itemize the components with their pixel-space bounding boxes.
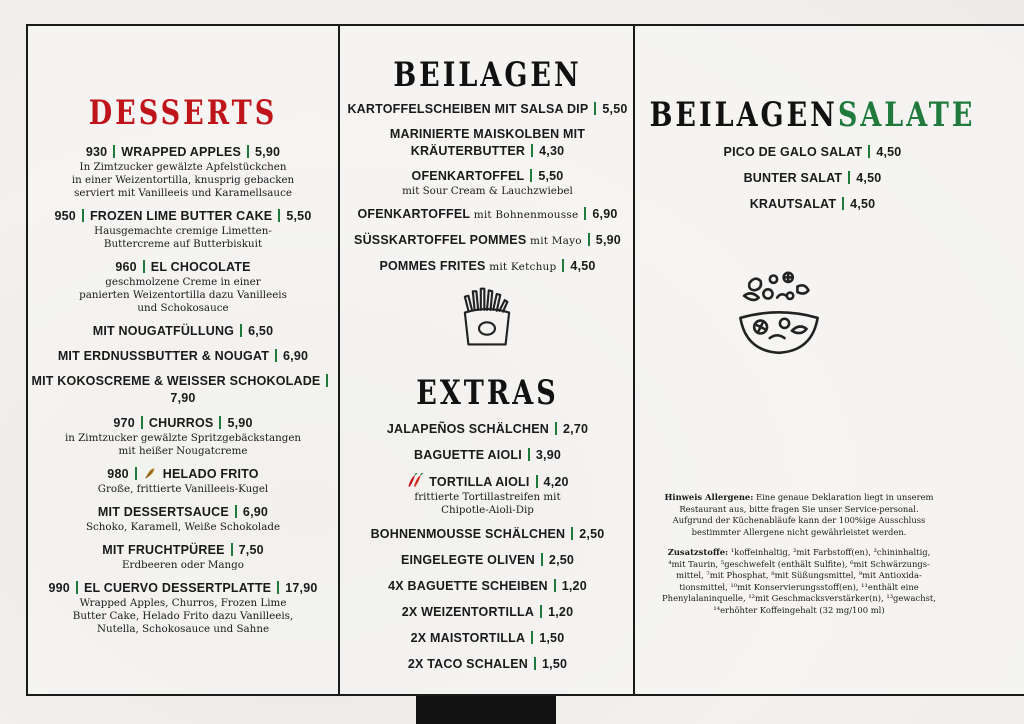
item-line	[340, 126, 635, 160]
extra-item	[340, 552, 635, 569]
dessert-item	[28, 504, 338, 534]
salat-item	[635, 196, 990, 213]
dessert-item	[28, 348, 338, 365]
item-description: Nutella, Schokosauce und Sahne	[96, 623, 270, 635]
dessert-item	[28, 415, 338, 458]
allergen-block	[659, 492, 939, 616]
allergen-hinweis	[659, 492, 939, 538]
separator-bar	[143, 260, 145, 273]
separator-bar	[536, 475, 538, 488]
chili-pepper-icon	[406, 473, 424, 488]
separator-bar	[531, 144, 533, 157]
item-suffix: mit Bohnenmousse	[473, 209, 579, 221]
item-name: CHURROS	[148, 416, 214, 430]
item-name: BOHNENMOUSSE SCHÄLCHEN	[370, 527, 566, 541]
item-line	[340, 526, 635, 543]
item-price: 4,50	[850, 197, 876, 211]
item-price: 5,50	[602, 102, 628, 116]
item-price: 5,90	[255, 145, 281, 159]
separator-bar	[275, 349, 277, 362]
extra-item	[340, 473, 635, 517]
separator-bar	[113, 145, 115, 158]
item-number: 960	[115, 260, 137, 274]
item-price: 4,30	[539, 144, 565, 158]
item-description: Schoko, Karamell, Weiße Schokolade	[85, 521, 281, 533]
item-description: Hausgemachte cremige Limetten-	[94, 225, 272, 237]
item-line	[635, 170, 990, 187]
separator-bar	[278, 209, 280, 222]
item-description: Buttercreme auf Butterbiskuit	[103, 238, 263, 250]
separator-bar	[141, 416, 143, 429]
item-line	[28, 415, 338, 432]
dessert-item	[28, 208, 338, 251]
item-price: 5,90	[595, 233, 621, 247]
desserts-title: DESSERTS	[88, 94, 278, 133]
item-price: 6,50	[248, 324, 274, 338]
item-name: BAGUETTE AIOLI	[413, 448, 522, 462]
salat-item	[635, 144, 990, 161]
extra-item	[340, 630, 635, 647]
separator-bar	[231, 543, 233, 556]
salate-title	[635, 96, 990, 135]
item-description: Erdbeeren oder Mango	[122, 559, 244, 571]
item-price: 2,50	[579, 527, 605, 541]
salate-column	[635, 24, 1024, 696]
item-price: 4,50	[856, 171, 882, 185]
item-description: geschmolzene Creme in einer	[105, 276, 261, 288]
desserts-list	[28, 144, 338, 636]
allergen-zusatz	[659, 547, 939, 616]
item-price: 6,90	[242, 505, 269, 519]
beilage-item	[340, 168, 635, 198]
beilage-item	[340, 206, 635, 224]
dessert-item	[28, 144, 338, 200]
separator-bar	[554, 579, 556, 592]
item-price: 5,50	[286, 209, 312, 223]
item-name: MARINIERTE MAISKOLBEN MIT KRÄUTERBUTTER	[389, 127, 586, 158]
separator-bar	[530, 169, 532, 182]
item-description: In Zimtzucker gewälzte Apfelstückchen	[79, 161, 287, 173]
item-name: JALAPEÑOS SCHÄLCHEN	[386, 422, 549, 436]
beilage-item	[340, 126, 635, 160]
item-line	[28, 504, 338, 521]
hinweis-text: Eine genaue Deklaration liegt in unserem Restaurant aus, bitte fragen Sie unser Service-personal. Aufgrund der Küchenabläufe kann der 100%ige Ausschluss bestimmter Allergene nicht gewährleistet werden.	[672, 492, 934, 537]
item-price: 17,90	[285, 581, 318, 595]
item-description: und Schokosauce	[137, 302, 229, 314]
item-price: 4,50	[570, 259, 596, 273]
item-name: OFENKARTOFFEL	[357, 207, 471, 221]
item-line	[340, 552, 635, 569]
separator-bar	[555, 422, 557, 435]
dessert-item	[28, 580, 338, 636]
item-line	[28, 208, 338, 225]
item-line	[340, 604, 635, 621]
separator-bar	[240, 324, 242, 337]
extra-item	[340, 421, 635, 438]
item-line	[635, 144, 990, 161]
beilage-item	[340, 232, 635, 250]
item-price: 1,50	[542, 657, 568, 671]
extra-item	[340, 526, 635, 543]
item-line	[28, 580, 338, 597]
beilagen-title: BEILAGEN	[393, 56, 582, 95]
extras-title: EXTRAS	[416, 374, 559, 413]
item-number: 970	[113, 416, 135, 430]
item-line	[28, 144, 338, 161]
item-suffix: mit Mayo	[530, 235, 582, 247]
item-line	[635, 196, 990, 213]
item-name: FROZEN LIME BUTTER CAKE	[89, 209, 273, 223]
separator-bar	[82, 209, 84, 222]
item-price: 7,50	[238, 543, 264, 557]
separator-bar	[76, 581, 78, 594]
item-line	[28, 542, 338, 559]
french-fries-icon	[456, 282, 518, 352]
item-name: PICO DE GALO SALAT	[723, 145, 863, 159]
item-price: 5,90	[227, 416, 253, 430]
item-line	[28, 259, 338, 276]
item-name: SÜSSKARTOFFEL POMMES	[354, 233, 527, 247]
item-line	[340, 473, 635, 491]
salat-item	[635, 170, 990, 187]
item-line	[340, 630, 635, 647]
item-line	[340, 168, 635, 185]
item-price: 1,50	[539, 631, 565, 645]
item-name: KARTOFFELSCHEIBEN MIT SALSA DIP	[347, 102, 589, 116]
extra-item	[340, 604, 635, 621]
separator-bar	[219, 416, 221, 429]
item-name: HELADO FRITO	[162, 467, 259, 481]
item-description: frittierte Tortillastreifen mit	[414, 491, 561, 503]
separator-bar	[534, 657, 536, 670]
item-description: in einer Weizentortilla, knusprig gebacken	[71, 174, 295, 186]
item-line	[28, 323, 338, 340]
item-description: Große, frittierte Vanilleeis-Kugel	[97, 483, 269, 495]
separator-bar	[135, 467, 137, 480]
item-name: 2X TACO SCHALEN	[407, 657, 528, 671]
item-price: 6,90	[283, 349, 309, 363]
item-name: MIT ERDNUSSBUTTER & NOUGAT	[57, 349, 270, 363]
item-line	[340, 421, 635, 438]
salate-title-part2: SALATE	[837, 96, 976, 135]
item-number: 930	[85, 145, 108, 159]
separator-bar	[842, 197, 844, 210]
item-price: 6,90	[592, 207, 618, 221]
extra-item	[340, 656, 635, 673]
item-line	[28, 373, 338, 407]
item-name: BUNTER SALAT	[743, 171, 843, 185]
item-name: POMMES FRITES	[379, 259, 486, 273]
item-description: serviert mit Vanilleeis und Karamellsauce	[74, 187, 292, 199]
separator-bar	[848, 171, 850, 184]
item-name: KRAUTSALAT	[749, 197, 837, 211]
desserts-column	[26, 24, 338, 696]
dessert-item	[28, 466, 338, 496]
bottom-tab	[416, 696, 556, 724]
item-line	[28, 348, 338, 365]
item-number: 990	[48, 581, 70, 595]
item-name: MIT FRUCHTPÜREE	[102, 543, 225, 557]
item-description: mit heißer Nougatcreme	[118, 445, 248, 457]
item-name: 2X WEIZENTORTILLA	[401, 605, 535, 619]
separator-bar	[277, 581, 279, 594]
beilagen-extras-column	[338, 24, 635, 696]
item-price: 2,50	[548, 553, 575, 567]
item-name: MIT KOKOSCREME & WEISSER SCHOKOLADE	[31, 374, 321, 388]
item-line	[340, 656, 635, 673]
item-number: 980	[107, 467, 129, 481]
dessert-item	[28, 373, 338, 407]
dessert-item	[28, 259, 338, 315]
item-description: mit Sour Cream & Lauchzwiebel	[402, 185, 573, 197]
item-name: 4X BAGUETTE SCHEIBEN	[388, 579, 548, 593]
item-name: TORTILLA AIOLI	[429, 475, 530, 489]
item-number: 950	[54, 209, 76, 223]
item-name: EINGELEGTE OLIVEN	[400, 553, 535, 567]
item-name: WRAPPED APPLES	[121, 145, 242, 159]
separator-bar	[571, 527, 573, 540]
item-line	[340, 258, 635, 276]
zusatz-label: Zusatzstoffe:	[667, 547, 729, 557]
extras-list	[340, 421, 635, 673]
item-line	[340, 206, 635, 224]
item-price: 1,20	[561, 579, 587, 593]
item-price: 3,90	[535, 448, 562, 462]
item-line	[340, 101, 635, 118]
item-line	[28, 466, 338, 483]
item-description: panierten Weizentortilla dazu Vanilleeis	[79, 289, 287, 301]
beilage-item	[340, 101, 635, 118]
item-price: 1,20	[548, 605, 574, 619]
item-line	[340, 578, 635, 595]
separator-bar	[528, 448, 530, 461]
item-description: Wrapped Apples, Churros, Frozen Lime	[79, 597, 287, 609]
zusatz-text: ¹koffeinhaltig, ²mit Farbstoff(en), ³chininhaltig, ⁴mit Taurin, ⁵geschwefelt (enthält Sulfite), ⁶mit Schwärzungs-mittel, ⁷mit Phosphat, ⁸mit Süßungsmittel, ⁹mit Antioxida-tionsmittel, ¹⁰mit Konservierungsstoff(en), ¹¹enthält eine Phenylalaninquelle, ¹²mit Geschmacksverstärker(n), ¹³gewachst, ¹⁴erhöhter Koffeingehalt (32 mg/100 ml)	[662, 547, 936, 615]
salate-list	[635, 144, 990, 213]
item-line	[340, 232, 635, 250]
salad-bowl-icon	[733, 270, 825, 362]
item-name: MIT NOUGATFÜLLUNG	[92, 324, 235, 338]
extra-item	[340, 447, 635, 464]
item-description: Chipotle-Aioli-Dip	[441, 504, 534, 516]
item-price: 4,20	[543, 475, 569, 489]
item-name: 2X MAISTORTILLA	[410, 631, 526, 645]
separator-bar	[531, 631, 533, 644]
separator-bar	[247, 145, 249, 158]
item-line	[340, 447, 635, 464]
item-suffix: mit Ketchup	[489, 261, 557, 273]
separator-bar	[594, 102, 596, 115]
hinweis-label: Hinweis Allergene:	[664, 492, 754, 502]
extra-item	[340, 578, 635, 595]
item-price: 7,90	[170, 391, 196, 405]
ice-cream-leaf-icon	[143, 466, 157, 480]
dessert-item	[28, 323, 338, 340]
item-name: MIT DESSERTSAUCE	[97, 505, 229, 519]
item-name: EL CHOCOLATE	[150, 260, 251, 274]
item-price: 2,70	[563, 422, 589, 436]
salate-title-part1: BEILAGEN	[649, 96, 838, 135]
separator-bar	[326, 374, 328, 387]
separator-bar	[540, 605, 542, 618]
item-price: 4,50	[876, 145, 902, 159]
beilagen-list	[340, 101, 635, 276]
item-price: 5,50	[538, 169, 564, 183]
item-name: OFENKARTOFFEL	[411, 169, 525, 183]
separator-bar	[584, 207, 586, 220]
separator-bar	[588, 233, 590, 246]
separator-bar	[541, 553, 543, 566]
dessert-item	[28, 542, 338, 572]
separator-bar	[562, 259, 564, 272]
separator-bar	[235, 505, 237, 518]
separator-bar	[868, 145, 870, 158]
beilage-item	[340, 258, 635, 276]
item-description: in Zimtzucker gewälzte Spritzgebäckstangen	[64, 432, 302, 444]
item-name: EL CUERVO DESSERTPLATTE	[83, 581, 272, 595]
item-description: Butter Cake, Helado Frito dazu Vanilleeis,	[72, 610, 294, 622]
